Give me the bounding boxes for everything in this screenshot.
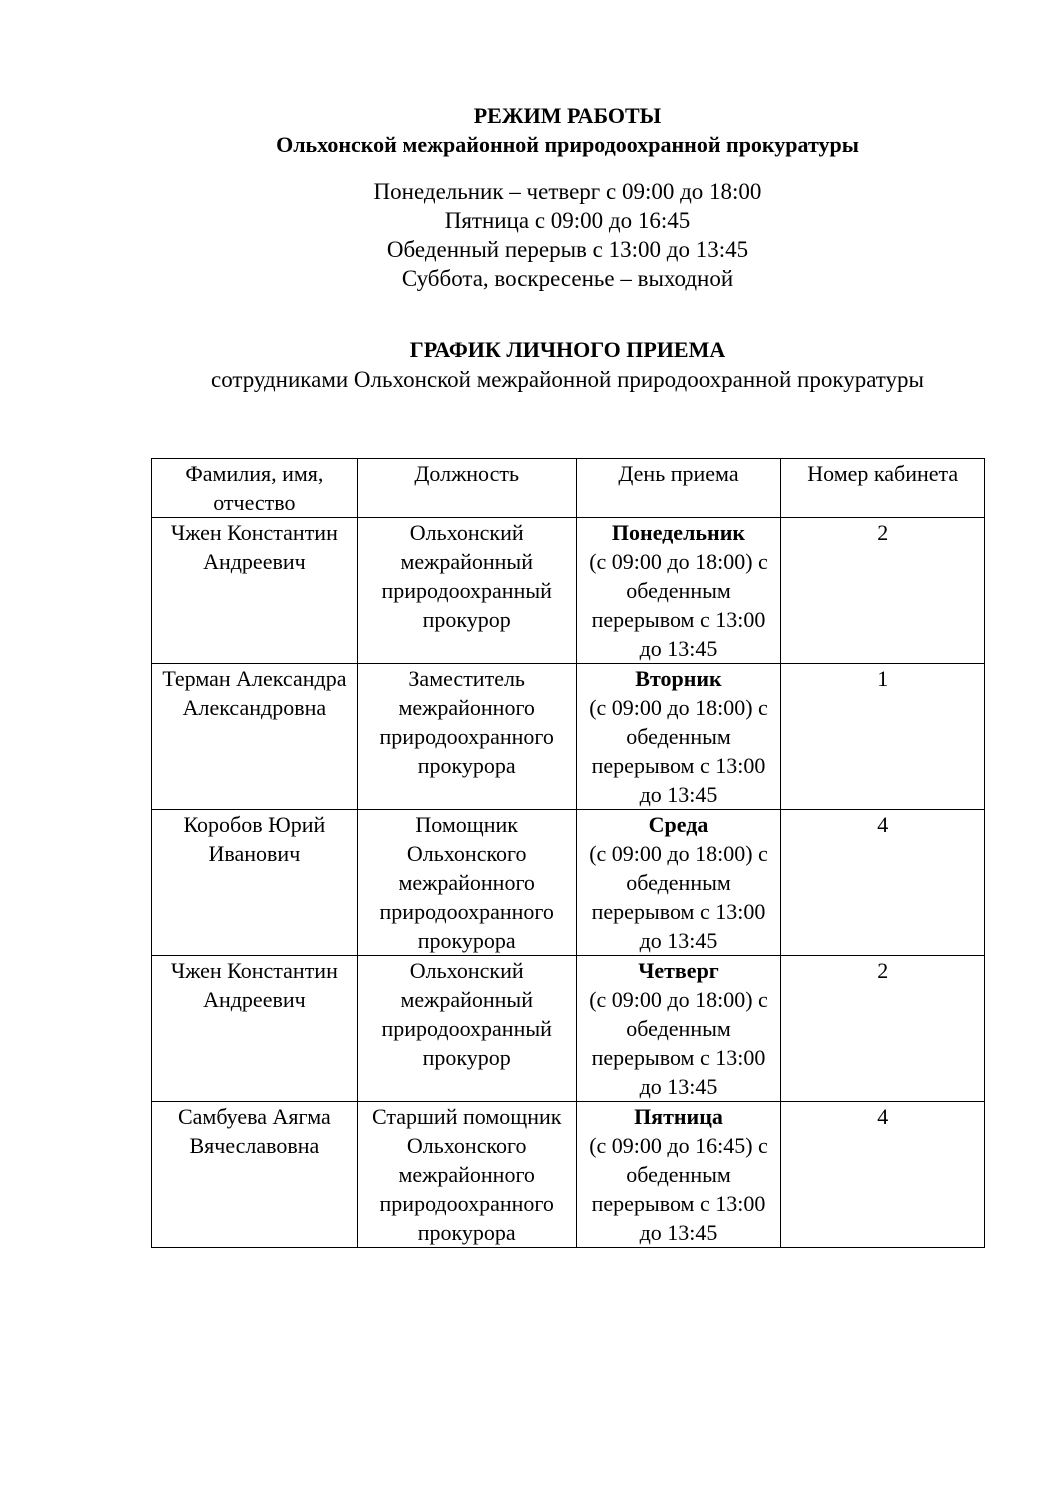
cell-room: 2 [781, 956, 985, 1102]
cell-day [576, 1102, 781, 1248]
table-row [152, 518, 985, 664]
page-subtitle: Ольхонской межрайонной природоохранной прокуратуры [276, 132, 859, 157]
cell-room: 4 [781, 810, 985, 956]
day-name: Вторник [635, 666, 722, 691]
hours-line: Обеденный перерыв с 13:00 до 13:45 [386, 237, 749, 262]
cell-room: 4 [781, 1102, 985, 1248]
cell-room: 2 [781, 518, 985, 664]
table-row [152, 1102, 985, 1248]
hours-line: Суббота, воскресенье – выходной [401, 266, 734, 291]
day-name: Четверг [638, 958, 719, 983]
schedule-subtitle: сотрудниками Ольхонской межрайонной природоохранной прокуратуры [210, 367, 925, 392]
day-time: (с 09:00 до 18:00) с обеденным перерывом с 13:00 до 13:45 [589, 549, 768, 661]
column-header-name: Фамилия, имя, отчество [152, 459, 358, 518]
day-time: (с 09:00 до 18:00) с обеденным перерывом с 13:00 до 13:45 [589, 841, 768, 953]
day-time: (с 09:00 до 18:00) с обеденным перерывом с 13:00 до 13:45 [589, 987, 768, 1099]
cell-position: Ольхонский межрайонный природоохранный прокурор [357, 518, 576, 664]
column-header-position: Должность [357, 459, 576, 518]
cell-name: Терман Александра Александровна [152, 664, 358, 810]
cell-position: Помощник Ольхонского межрайонного природоохранного прокурора [357, 810, 576, 956]
day-name: Понедельник [611, 520, 746, 545]
cell-day [576, 518, 781, 664]
day-name: Среда [648, 812, 709, 837]
hours-line: Понедельник – четверг с 09:00 до 18:00 [373, 179, 762, 204]
cell-name: Самбуева Аягма Вячеславовна [152, 1102, 358, 1248]
table-row [152, 664, 985, 810]
hours-line: Пятница с 09:00 до 16:45 [444, 208, 691, 233]
cell-position: Ольхонский межрайонный природоохранный прокурор [357, 956, 576, 1102]
table-row [152, 810, 985, 956]
cell-name: Чжен Константин Андреевич [152, 518, 358, 664]
table-row [152, 956, 985, 1102]
page-title: РЕЖИМ РАБОТЫ [473, 103, 662, 128]
reception-table [151, 458, 985, 1248]
working-hours [0, 177, 1060, 293]
day-time: (с 09:00 до 16:45) с обеденным перерывом с 13:00 до 13:45 [589, 1133, 768, 1245]
cell-name: Коробов Юрий Иванович [152, 810, 358, 956]
cell-day [576, 956, 781, 1102]
cell-day [576, 664, 781, 810]
cell-position: Старший помощник Ольхонского межрайонного природоохранного прокурора [357, 1102, 576, 1248]
schedule-title: ГРАФИК ЛИЧНОГО ПРИЕМА [409, 337, 726, 362]
day-time: (с 09:00 до 18:00) с обеденным перерывом с 13:00 до 13:45 [589, 695, 768, 807]
cell-name: Чжен Константин Андреевич [152, 956, 358, 1102]
cell-position: Заместитель межрайонного природоохранного прокурора [357, 664, 576, 810]
day-name: Пятница [634, 1104, 723, 1129]
table-header-row [152, 459, 985, 518]
column-header-day: День приема [576, 459, 781, 518]
cell-room: 1 [781, 664, 985, 810]
cell-day [576, 810, 781, 956]
column-header-room: Номер кабинета [781, 459, 985, 518]
